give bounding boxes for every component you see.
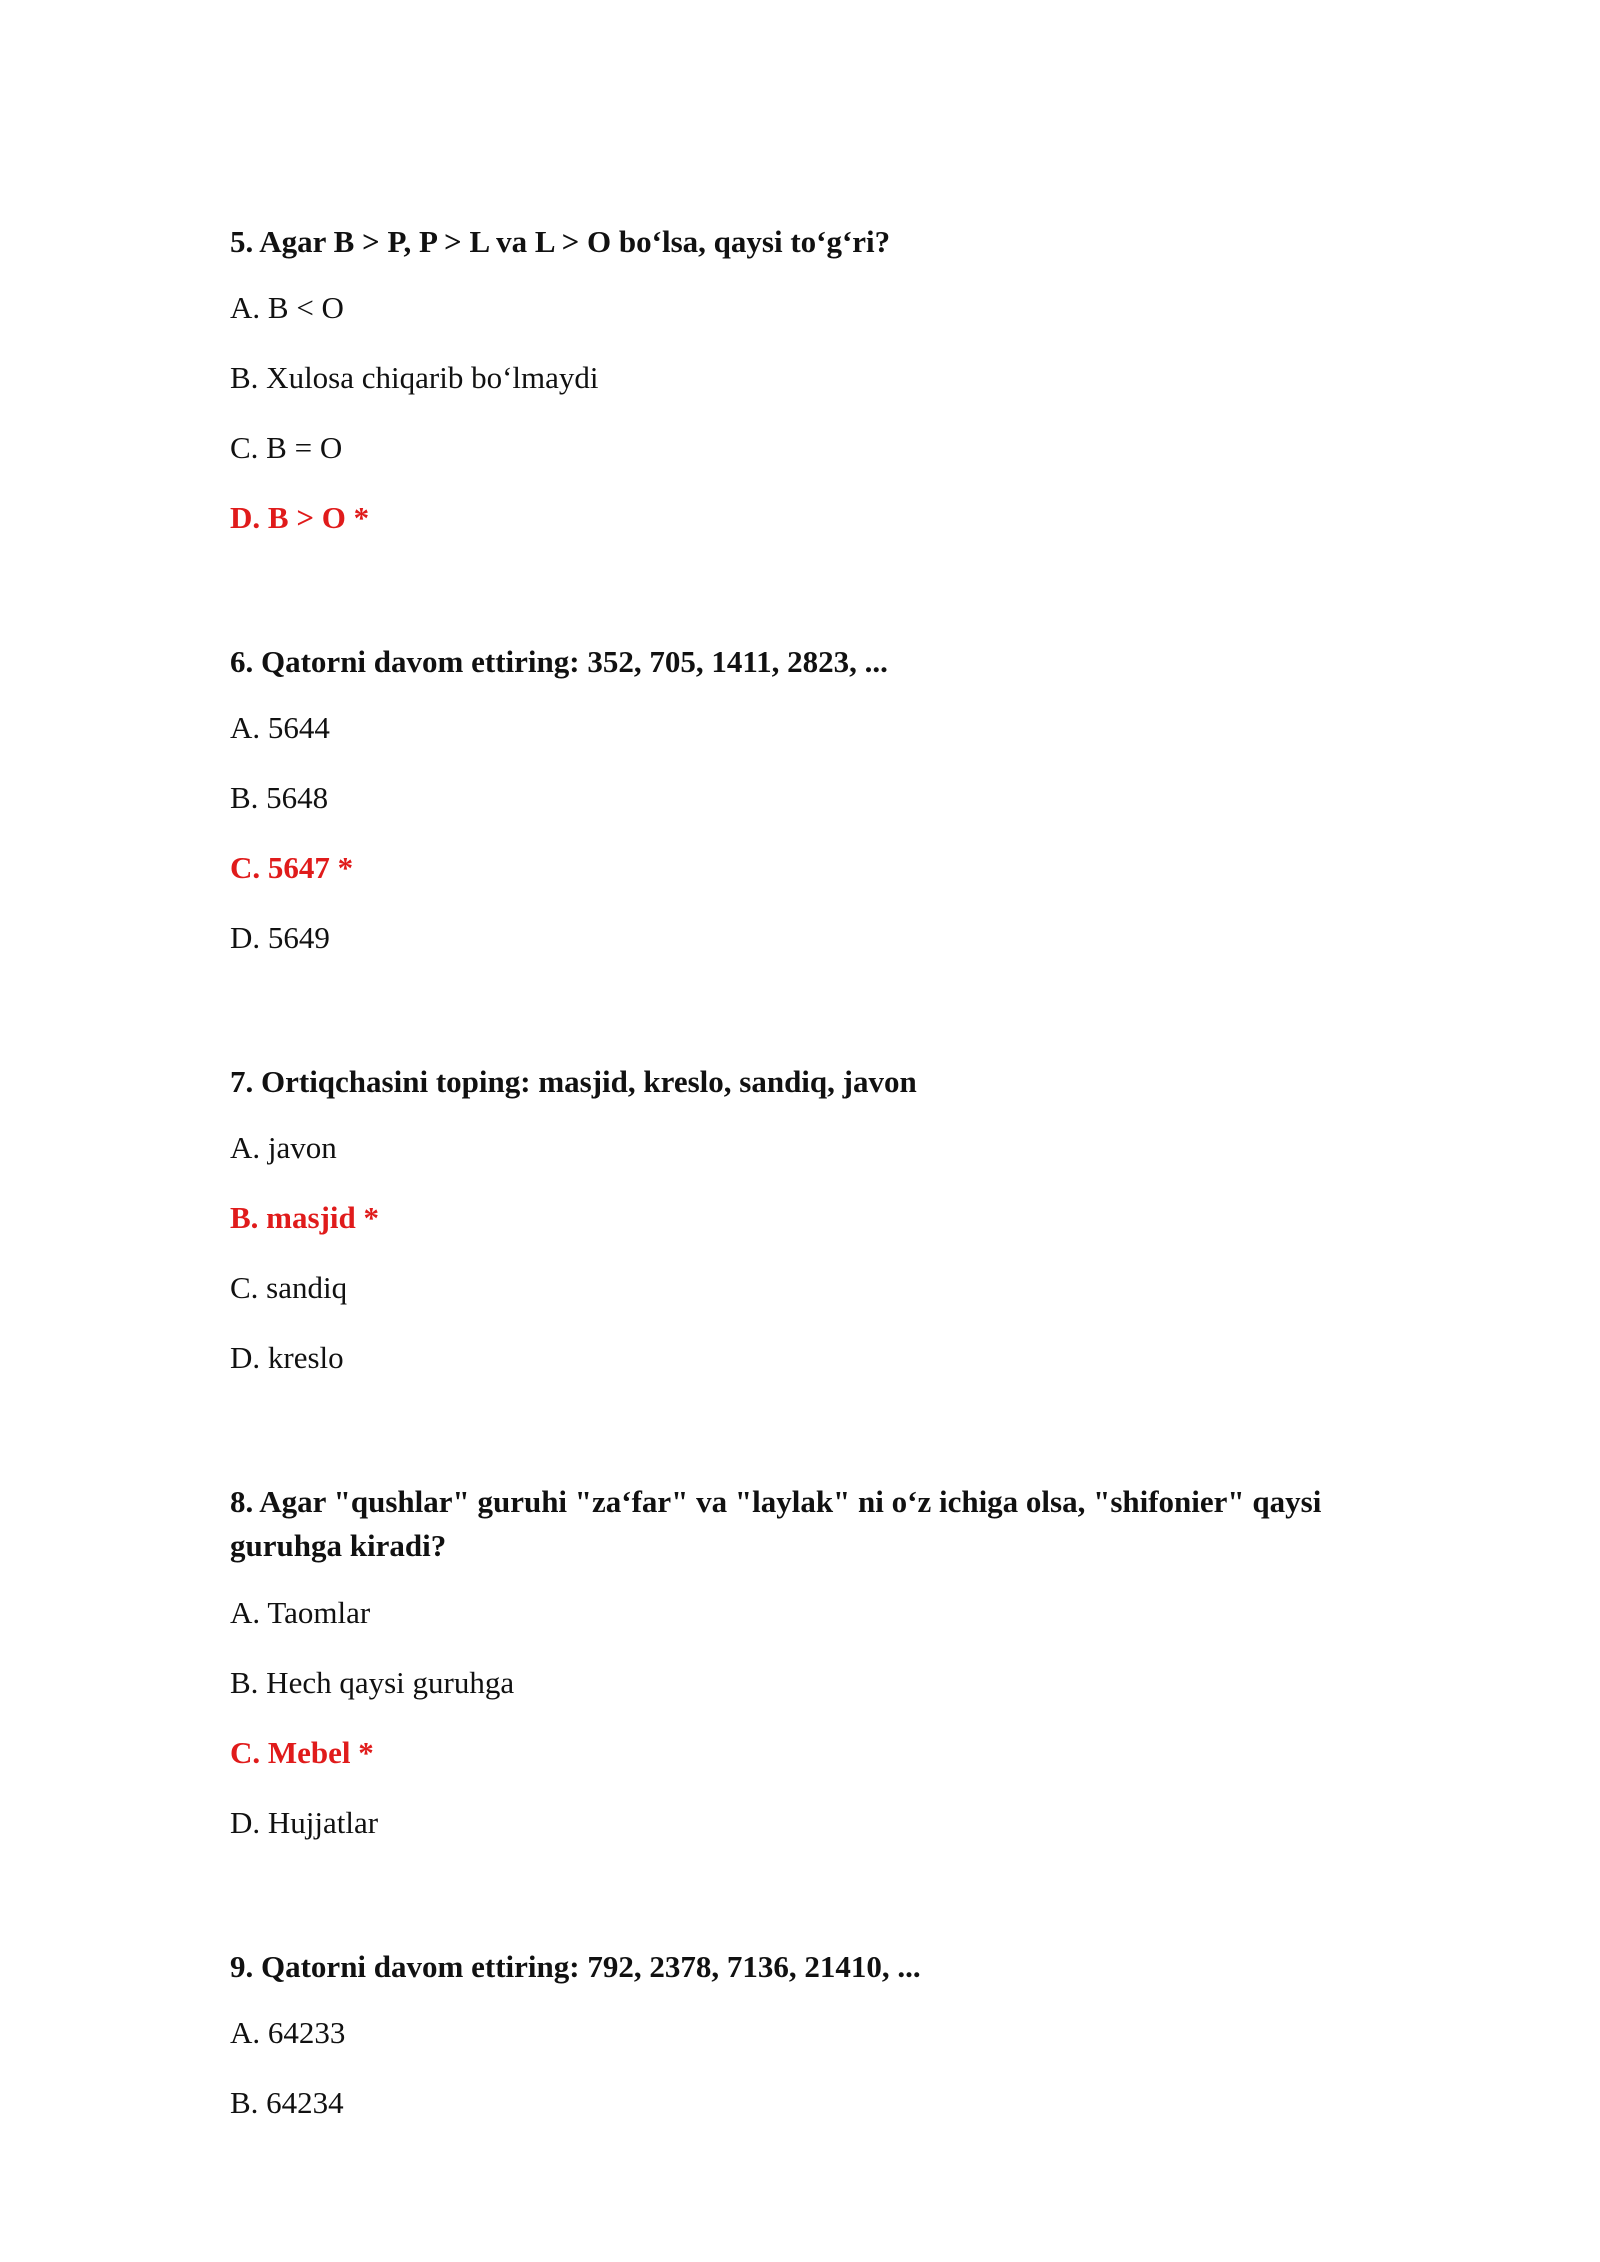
option-d: D. 5649 — [230, 920, 330, 955]
question-6 — [230, 640, 1390, 955]
question-7 — [230, 1060, 1390, 1375]
option-b: B. Hech qaysi guruhga — [230, 1665, 515, 1700]
question-text: 7. Ortiqchasini toping: masjid, kreslo, sandiq, javon — [230, 1064, 917, 1099]
option-a: A. javon — [230, 1130, 337, 1165]
option-c: C. sandiq — [230, 1270, 348, 1305]
question-text: 9. Qatorni davom ettiring: 792, 2378, 7136, 21410, ... — [230, 1949, 921, 1984]
option-b-correct: B. masjid * — [230, 1200, 379, 1235]
option-b: B. Xulosa chiqarib bo‘lmaydi — [230, 360, 599, 395]
option-a: A. 5644 — [230, 710, 330, 745]
option-c: C. B = O — [230, 430, 343, 465]
option-a: A. 64233 — [230, 2015, 346, 2050]
question-text: 6. Qatorni davom ettiring: 352, 705, 1411, 2823, ... — [230, 644, 888, 679]
option-a: A. B < O — [230, 290, 344, 325]
question-8 — [230, 1480, 1390, 1840]
option-a: A. Taomlar — [230, 1595, 371, 1630]
option-b: B. 5648 — [230, 780, 329, 815]
question-text: 8. Agar "qushlar" guruhi "za‘far" va "laylak" ni o‘z ichiga olsa, "shifonier" qaysi guruhga kiradi? — [230, 1484, 1322, 1563]
option-b: B. 64234 — [230, 2085, 344, 2120]
option-d-correct: D. B > O * — [230, 500, 370, 535]
option-c-correct: C. Mebel * — [230, 1735, 374, 1770]
option-c-correct: C. 5647 * — [230, 850, 354, 885]
question-text: 5. Agar B > P, P > L va L > O bo‘lsa, qaysi to‘g‘ri? — [230, 224, 891, 259]
option-d: D. kreslo — [230, 1340, 344, 1375]
option-d: D. Hujjatlar — [230, 1805, 379, 1840]
question-9 — [230, 1945, 1390, 2120]
question-5 — [230, 220, 1390, 535]
